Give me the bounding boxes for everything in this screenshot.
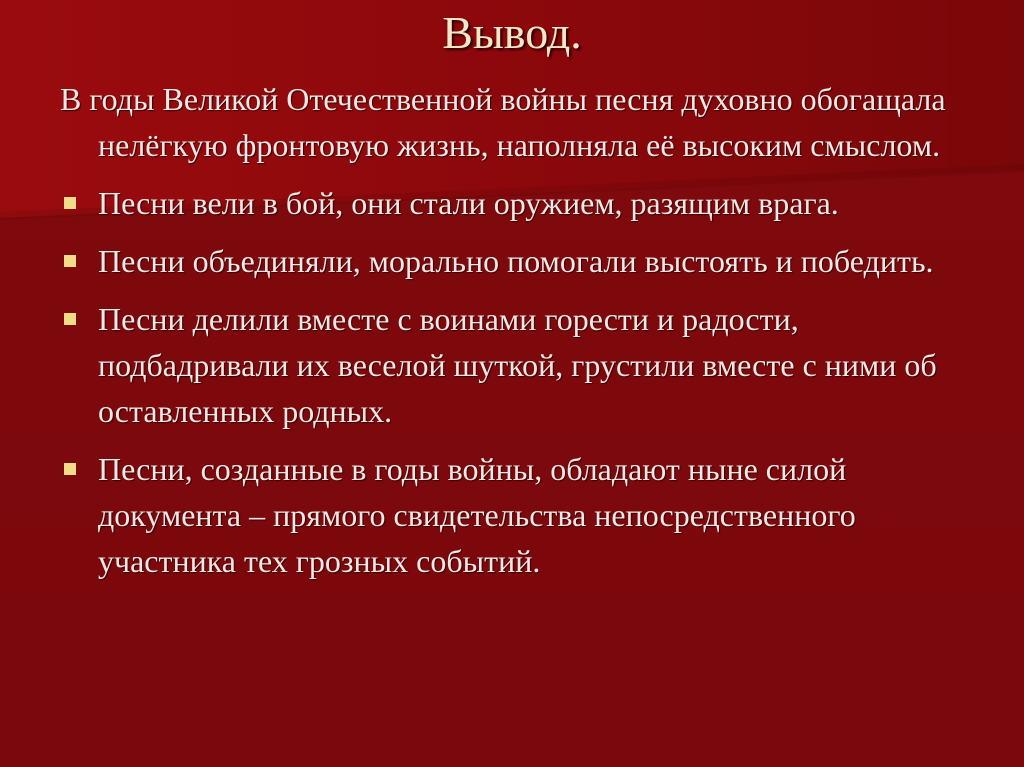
intro-paragraph: В годы Великой Отечественной войны песня духовно обогащала нелёгкую фронтовую жизнь, наполняла её высоким смыслом. bbox=[60, 81, 946, 163]
bullet-square-icon bbox=[64, 313, 76, 325]
bullet-square-icon bbox=[64, 463, 76, 475]
bullet-text: Песни, созданные в годы войны, обладают ныне силой документа – прямого свидетельства непосредственного участника тех грозных событий. bbox=[98, 451, 856, 579]
bullet-item bbox=[60, 180, 960, 226]
bullet-item bbox=[60, 446, 960, 584]
slide-body bbox=[60, 76, 960, 596]
bullet-square-icon bbox=[64, 197, 76, 209]
bullet-text: Песни делили вместе с воинами горести и радости, подбадривали их веселой шуткой, грустили вместе с ними об оставленных родных. bbox=[98, 301, 937, 429]
bullet-item bbox=[60, 296, 960, 434]
bullet-item bbox=[60, 238, 960, 284]
bullet-text: Песни объединяли, морально помогали выстоять и победить. bbox=[98, 243, 934, 279]
bullet-square-icon bbox=[64, 255, 76, 267]
bullet-text: Песни вели в бой, они стали оружием, разящим врага. bbox=[98, 185, 839, 221]
slide-title: Вывод. bbox=[442, 7, 582, 58]
